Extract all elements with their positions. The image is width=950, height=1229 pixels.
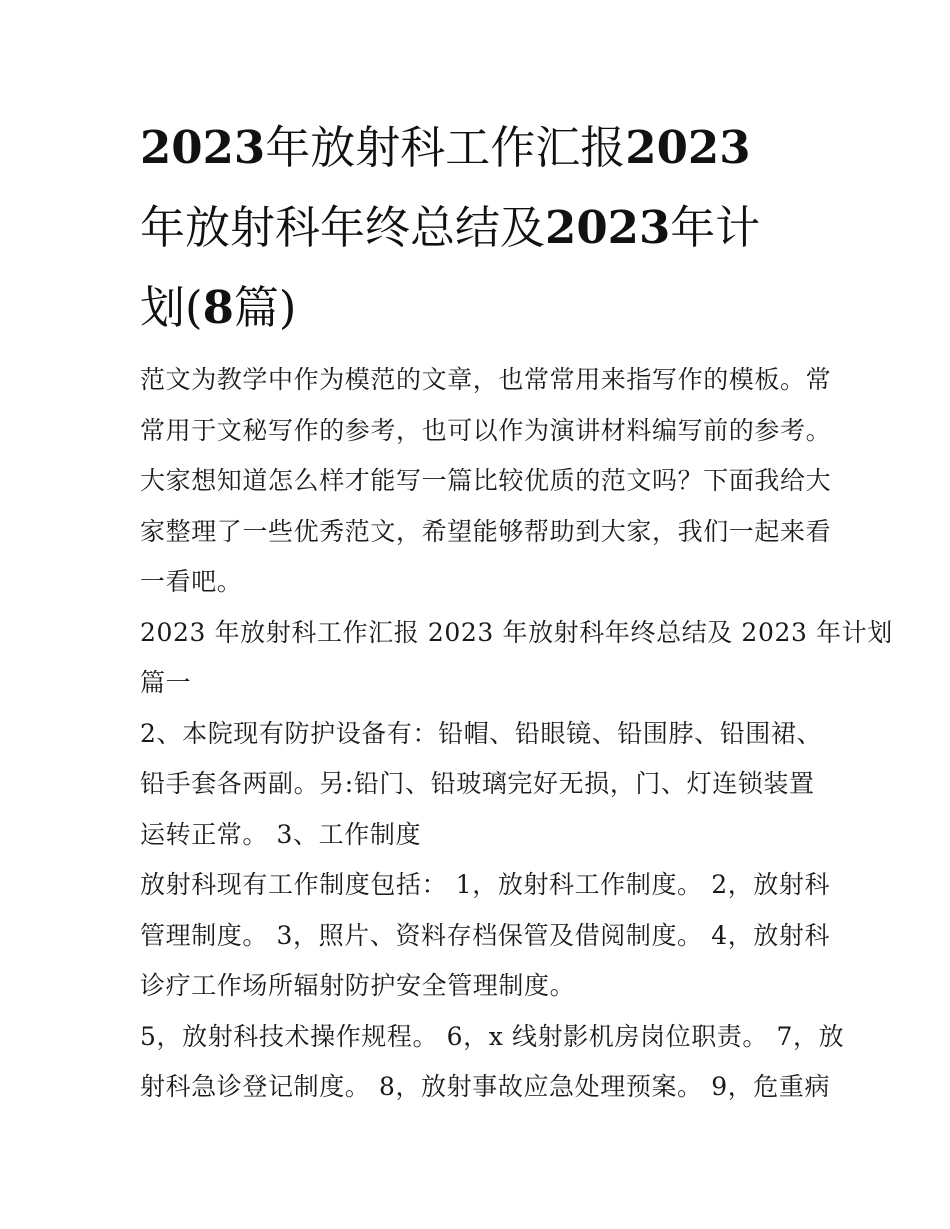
body-text-line: 家整理了一些优秀范文，希望能够帮助到大家，我们一起来看	[140, 516, 832, 546]
body-text-line: 2023 年放射科工作汇报 2023 年放射科年终总结及 2023 年计划	[140, 617, 893, 647]
document-body	[140, 355, 893, 1113]
body-text-line: 常用于文秘写作的参考，也可以作为演讲材料编写前的参考。	[140, 415, 832, 445]
body-text-line: 大家想知道怎么样才能写一篇比较优质的范文吗？下面我给大	[140, 466, 832, 495]
body-text-line: 一看吧。	[140, 567, 243, 596]
body-text-line: 篇一	[140, 668, 192, 697]
body-text-line: 管理制度。 3，照片、资料存档保管及借阅制度。 4，放射科	[140, 920, 831, 950]
body-text-line: 放射科现有工作制度包括： 1，放射科工作制度。 2，放射科	[140, 870, 831, 899]
body-text-line: 射科急诊登记制度。 8，放射事故应急处理预案。 9，危重病	[140, 1072, 831, 1101]
title-line: 2023年放射科工作汇报2023	[140, 121, 751, 174]
body-text-line: 运转正常。 3、工作制度	[140, 819, 422, 849]
title-line: 划(8篇)	[140, 281, 297, 334]
body-text-line: 范文为教学中作为模范的文章，也常常用来指写作的模板。常	[140, 365, 832, 394]
title-line: 年放射科年终总结及2023年计	[140, 201, 761, 254]
body-text-line: 2、本院现有防护设备有：铅帽、铅眼镜、铅围脖、铅围裙、	[140, 718, 823, 748]
body-text-line: 诊疗工作场所辐射防护安全管理制度。	[140, 971, 576, 1000]
body-text-line: 5，放射科技术操作规程。 6，x 线射影机房岗位职责。 7，放	[140, 1021, 845, 1051]
body-text-line: 铅手套各两副。另:铅门、铅玻璃完好无损，门、灯连锁装置	[140, 769, 815, 798]
document-title	[140, 108, 830, 348]
